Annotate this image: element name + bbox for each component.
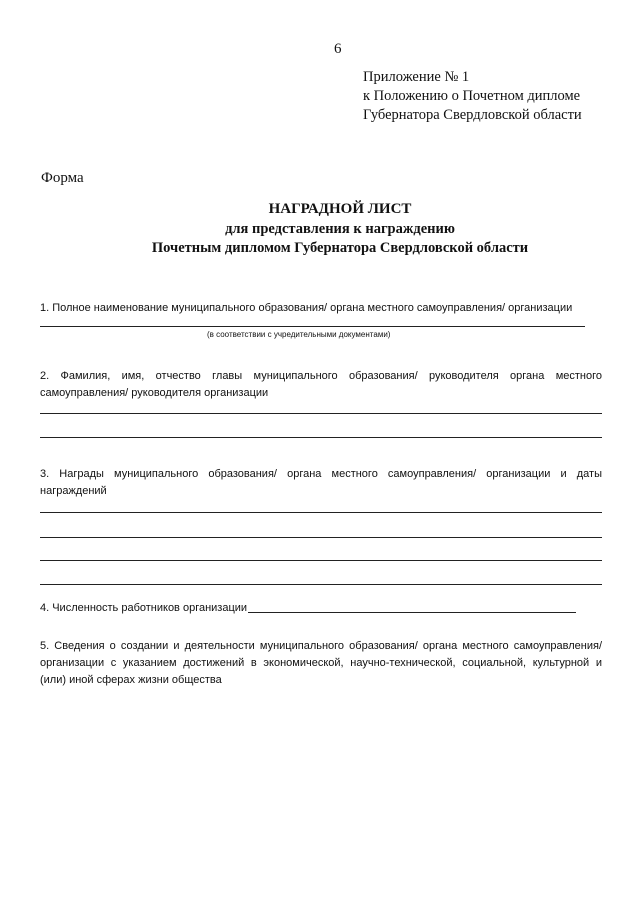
item-3-line-2: награждений: [40, 485, 107, 497]
item-2-line-2: самоуправления/ руководителя организации: [40, 387, 269, 399]
item-2-field-line-2[interactable]: [40, 437, 602, 438]
item-2-text: [40, 368, 602, 402]
item-1-text: 1. Полное наименование муниципального образования/ органа местного самоуправления/ организации: [40, 302, 573, 314]
appendix-line-1: Приложение № 1: [363, 69, 470, 85]
item-2-line-1: 2. Фамилия, имя, отчество главы муниципального образования/ руководителя органа местного: [40, 370, 602, 382]
item-3-field-line-4[interactable]: [40, 584, 602, 585]
item-4-text: 4. Численность работников организации: [40, 602, 248, 614]
item-2-field-line-1[interactable]: [40, 413, 602, 414]
item-3-field-line-2[interactable]: [40, 537, 602, 538]
item-1-caption: (в соответствии с учредительными документами): [207, 330, 391, 339]
appendix-line-2: к Положению о Почетном дипломе: [363, 88, 581, 104]
item-5-line-2: организации с указанием достижений в экономической, научно-технической, социальной, культурной и: [40, 657, 602, 669]
item-1-field-line[interactable]: [40, 326, 585, 327]
item-3-field-line-1[interactable]: [40, 512, 602, 513]
item-5-line-3: (или) иной сферах жизни общества: [40, 674, 222, 686]
item-3-field-line-3[interactable]: [40, 560, 602, 561]
form-label: Форма: [41, 170, 84, 186]
item-3-text: [40, 466, 602, 500]
appendix-header: [363, 68, 582, 125]
item-5-text: [40, 638, 602, 689]
page-number: 6: [334, 41, 342, 57]
document-subtitle-1: для представления к награждению: [225, 221, 455, 237]
item-5-line-1: 5. Сведения о создании и деятельности муниципального образования/ органа местного самоуправления/: [40, 640, 602, 652]
appendix-line-3: Губернатора Свердловской области: [363, 107, 582, 123]
item-4-field-line[interactable]: [248, 612, 576, 613]
document-subtitle-2: Почетным дипломом Губернатора Свердловской области: [151, 240, 529, 256]
document-title: НАГРАДНОЙ ЛИСТ: [268, 201, 412, 217]
item-3-line-1: 3. Награды муниципального образования/ органа местного самоуправления/ организации и даты: [40, 468, 602, 480]
